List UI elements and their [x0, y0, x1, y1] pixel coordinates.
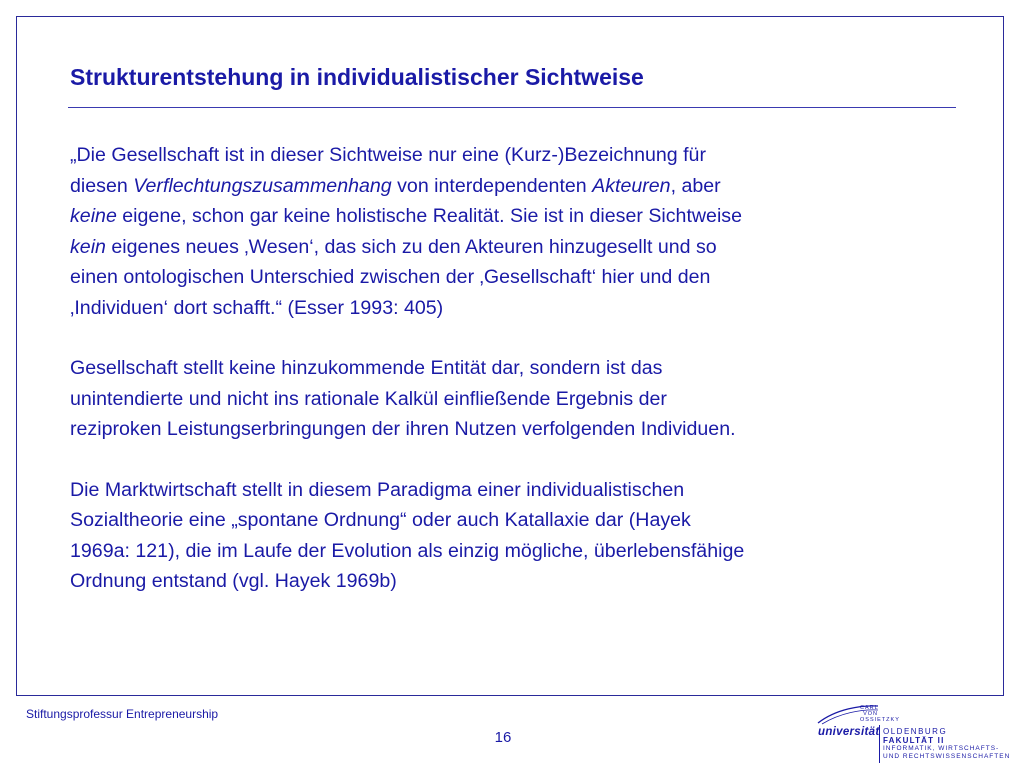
quote-text: ‚Individuen‘ dort schafft.“ (Esser 1993: 405) [70, 296, 444, 319]
paragraph-line: Gesellschaft stellt keine hinzukommende Entität dar, sondern ist das [70, 357, 663, 379]
paragraph-line: unintendierte und nicht ins rationale Kalkül einfließende Ergebnis der [70, 387, 667, 410]
logo-carl: CARL [860, 705, 879, 711]
quote-paragraph [70, 140, 970, 323]
slide-body [70, 140, 970, 597]
slide-title: Strukturentstehung in individualistischer Sichtweise [70, 64, 644, 90]
quote-line [70, 262, 970, 293]
emphasized-term: kein [70, 235, 106, 258]
emphasized-term: Verflechtungszusammenhang [133, 174, 392, 197]
logo-oldenburg: OLDENBURG [883, 727, 948, 736]
quote-line [70, 293, 970, 324]
quote-line [70, 232, 970, 263]
paragraph-line: Sozialtheorie eine „spontane Ordnung“ oder auch Katallaxie dar (Hayek [70, 509, 691, 531]
paragraph-line: Die Marktwirtschaft stellt in diesem Paradigma einer individualistischen [70, 478, 685, 501]
quote-text: einen ontologischen Unterschied zwischen der ‚Gesellschaft‘ hier und den [70, 266, 711, 288]
paragraph-market-economy [70, 475, 970, 597]
quote-text: „Die Gesellschaft ist in dieser Sichtweise nur eine (Kurz-)Bezeichnung für [70, 144, 706, 166]
logo-universitaet: universität [818, 726, 880, 738]
logo-ossietzky: OSSIETZKY [860, 717, 900, 723]
logo-divider [879, 725, 880, 763]
quote-text: diesen [70, 174, 134, 197]
logo-fakultaet: FAKULTÄT II [883, 736, 945, 745]
paragraph-line: reziproken Leistungserbringungen der ihren Nutzen verfolgenden Individuen. [70, 418, 736, 440]
emphasized-term: keine [70, 205, 117, 227]
university-logo [816, 703, 1012, 765]
logo-faculty-line-2: UND RECHTSWISSENSCHAFTEN [883, 753, 1011, 760]
paragraph-society [70, 353, 970, 445]
quote-text: eigenes neues ‚Wesen‘, das sich zu den Akteuren hinzugesellt und so [105, 235, 717, 258]
footer-chair-name: Stiftungsprofessur Entrepreneurship [26, 707, 219, 721]
logo-faculty-line-1: INFORMATIK, WIRTSCHAFTS- [883, 745, 1000, 752]
logo-carl-von-ossietzky [860, 705, 900, 723]
emphasized-term: Akteuren [592, 174, 671, 197]
title-divider [68, 107, 956, 108]
quote-text: eigene, schon gar keine holistische Realität. Sie ist in dieser Sichtweise [116, 205, 742, 227]
paragraph-line: 1969a: 121), die im Laufe der Evolution als einzig mögliche, überlebensfähige [70, 539, 745, 562]
logo-faculty-name [883, 745, 1010, 761]
quote-line [70, 201, 970, 232]
quote-text: , aber [670, 174, 721, 197]
page-number: 16 [494, 729, 512, 746]
logo-von: VON [863, 711, 878, 717]
quote-line [70, 171, 970, 202]
logo-arc-icon [816, 703, 900, 727]
paragraph-line: Ordnung entstand (vgl. Hayek 1969b) [70, 570, 397, 592]
quote-text: von interdependenten [391, 174, 593, 197]
quote-line [70, 140, 970, 171]
